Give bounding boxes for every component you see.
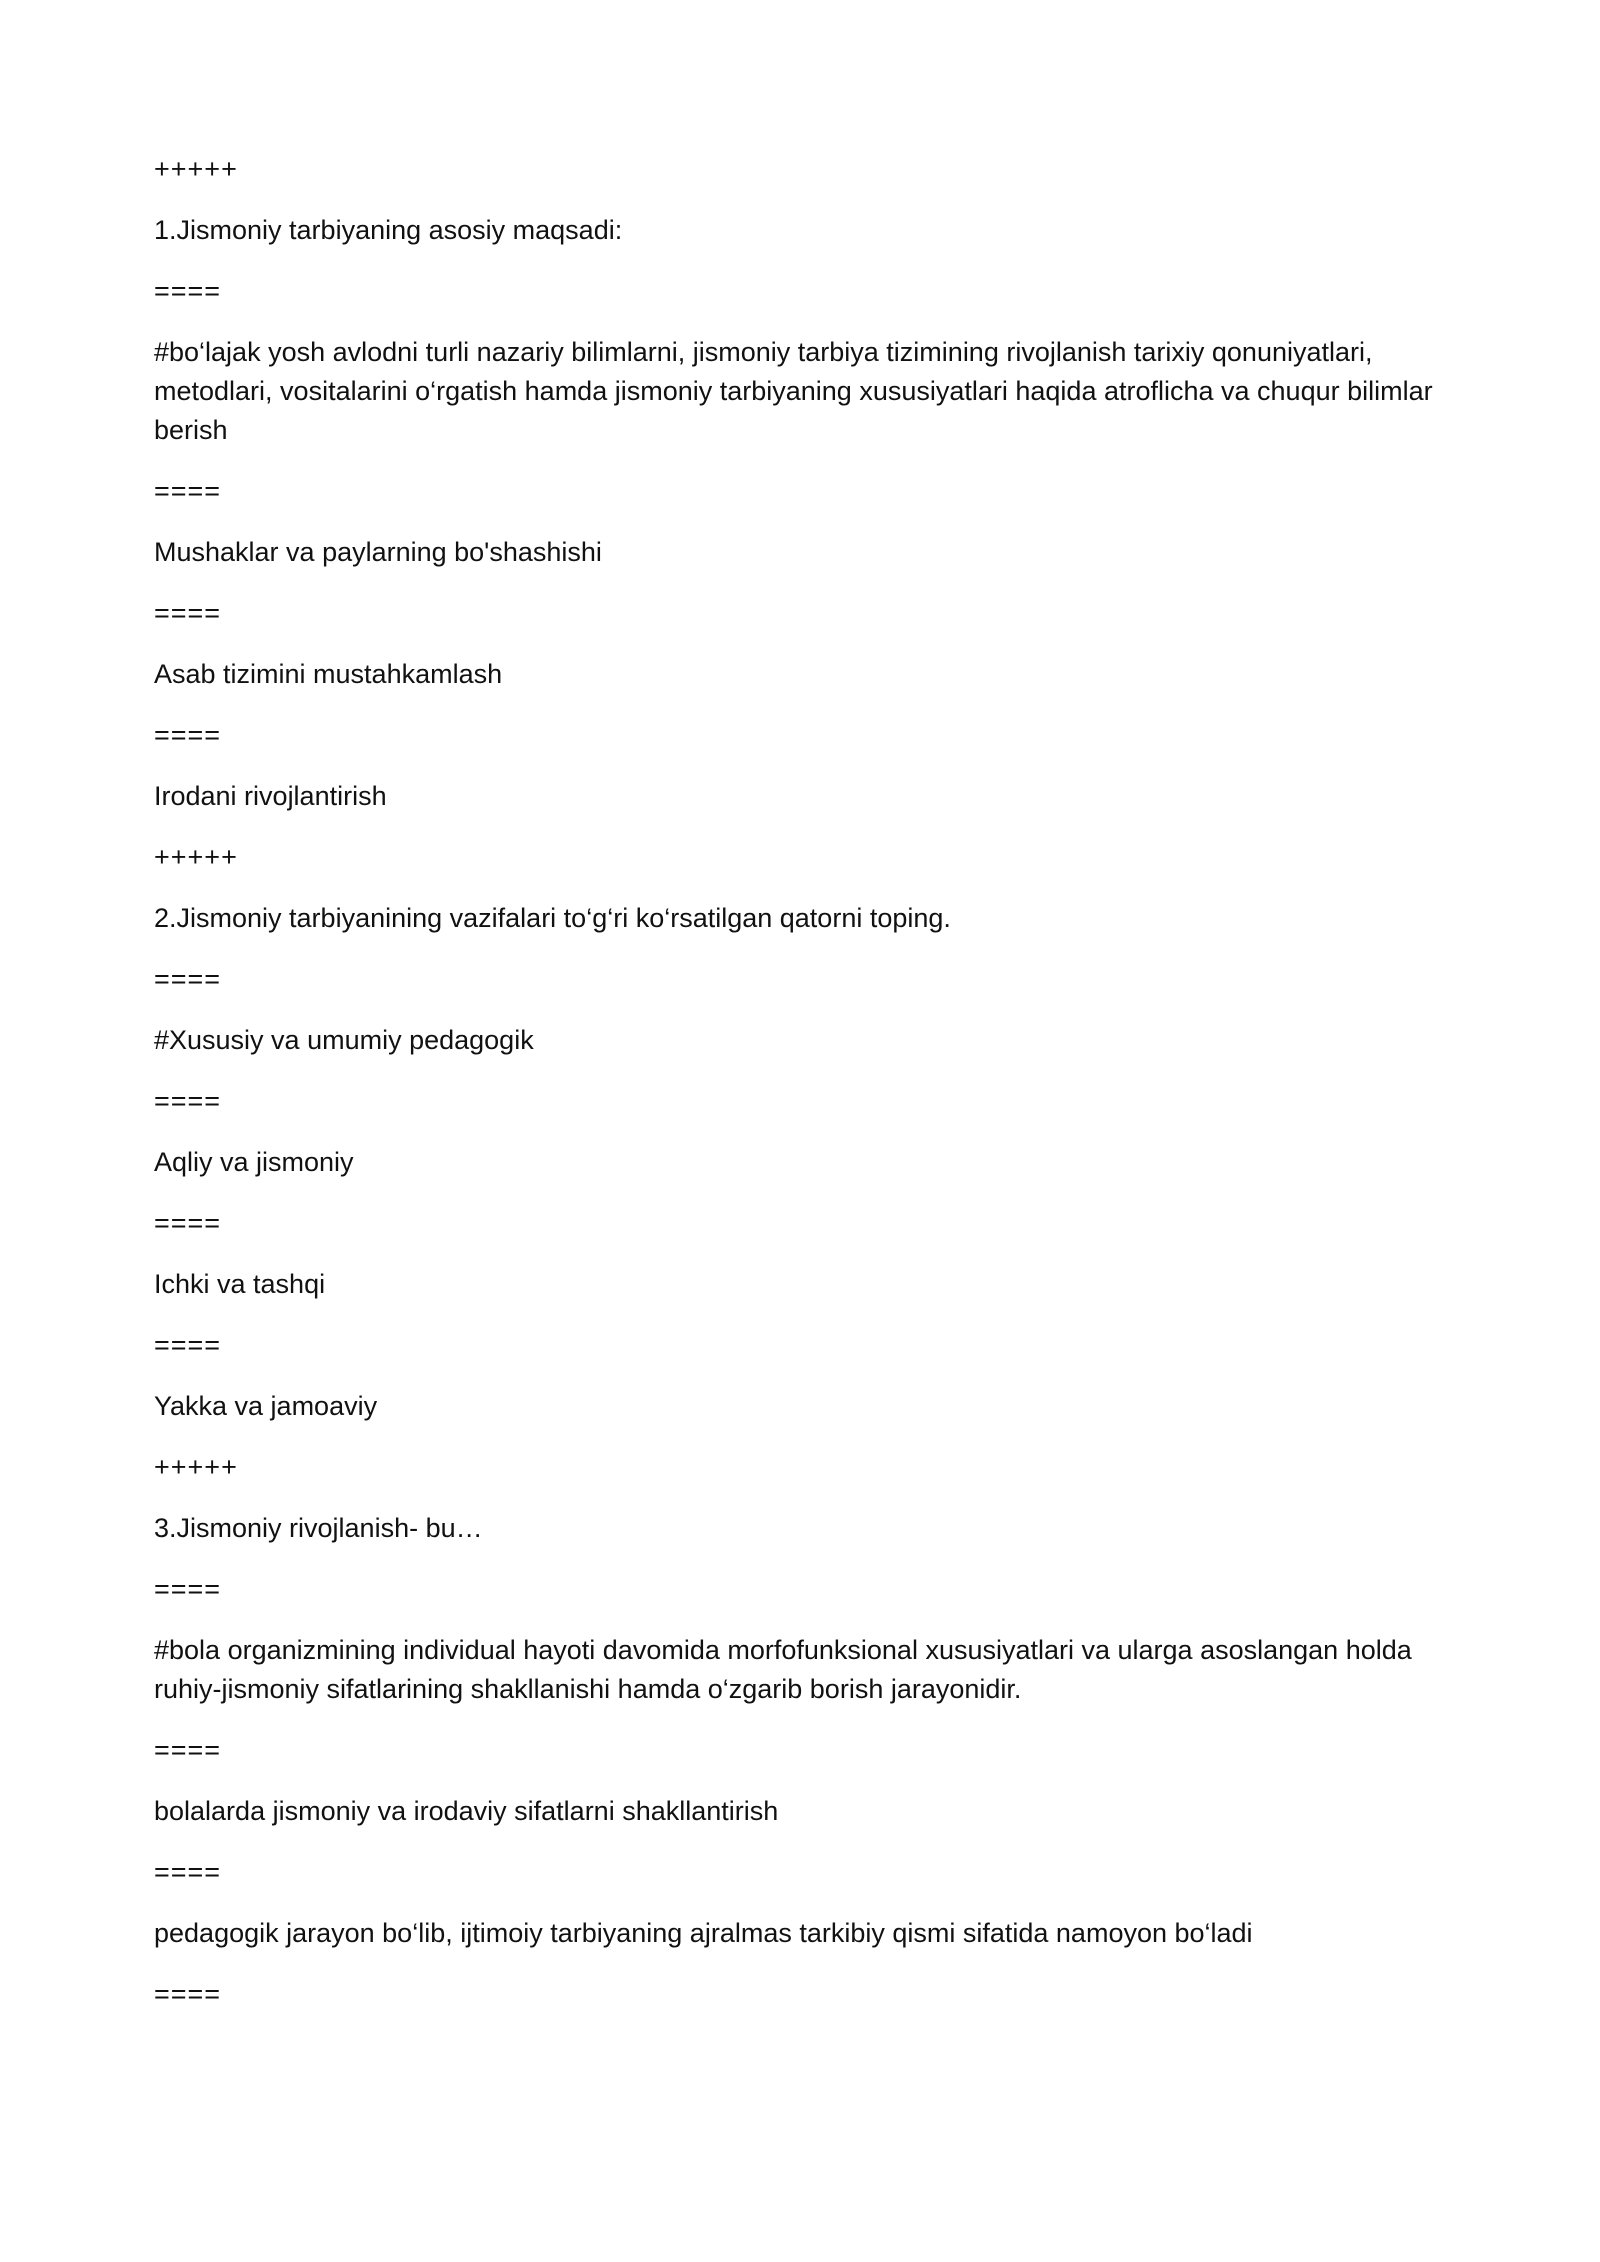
- separator-equals: ====: [154, 1574, 222, 1604]
- answer-option: Aqliy va jismoniy: [154, 1147, 354, 1177]
- question-1: 1.Jismoniy tarbiyaning asosiy maqsadi:: [154, 215, 623, 245]
- separator-plus: +++++: [154, 842, 238, 872]
- answer-option: Yakka va jamoaviy: [154, 1391, 378, 1421]
- answer-correct: #Xususiy va umumiy pedagogik: [154, 1025, 534, 1055]
- separator-plus: +++++: [154, 1452, 238, 1482]
- separator-equals: ====: [154, 1857, 222, 1887]
- separator-equals: ====: [154, 1330, 222, 1360]
- answer-option: Mushaklar va paylarning bo'shashishi: [154, 537, 602, 567]
- separator-equals: ====: [154, 964, 222, 994]
- answer-correct: #bola organizmining individual hayoti davomida morfofunksional xususiyatlari va ularga asoslangan holda ruhiy-jismoniy sifatlarining shakllanishi hamda o‘zgarib borish jarayonidir.: [154, 1635, 1420, 1704]
- answer-option: Asab tizimini mustahkamlash: [154, 659, 503, 689]
- question-3: 3.Jismoniy rivojlanish- bu…: [154, 1513, 483, 1543]
- separator-equals: ====: [154, 476, 222, 506]
- separator-equals: ====: [154, 1086, 222, 1116]
- separator-equals: ====: [154, 1208, 222, 1238]
- separator-equals: ====: [154, 1979, 222, 2009]
- answer-option: pedagogik jarayon bo‘lib, ijtimoiy tarbiyaning ajralmas tarkibiy qismi sifatida namoyon bo‘ladi: [154, 1918, 1253, 1948]
- separator-plus: +++++: [154, 154, 238, 184]
- answer-correct: #bo‘lajak yosh avlodni turli nazariy bilimlarni, jismoniy tarbiya tizimining rivojlanish tarixiy qonuniyatlari, metodlari, vositalarini o‘rgatish hamda jismoniy tarbiyaning xususiyatlari haqida atroflicha va chuqur bilimlar berish: [154, 337, 1441, 445]
- document-page: [154, 150, 1454, 2036]
- separator-equals: ====: [154, 720, 222, 750]
- answer-option: Irodani rivojlantirish: [154, 781, 387, 811]
- answer-option: Ichki va tashqi: [154, 1269, 326, 1299]
- separator-equals: ====: [154, 1735, 222, 1765]
- question-2: 2.Jismoniy tarbiyanining vazifalari to‘g‘ri ko‘rsatilgan qatorni toping.: [154, 903, 951, 933]
- separator-equals: ====: [154, 276, 222, 306]
- answer-option: bolalarda jismoniy va irodaviy sifatlarni shakllantirish: [154, 1796, 779, 1826]
- separator-equals: ====: [154, 598, 222, 628]
